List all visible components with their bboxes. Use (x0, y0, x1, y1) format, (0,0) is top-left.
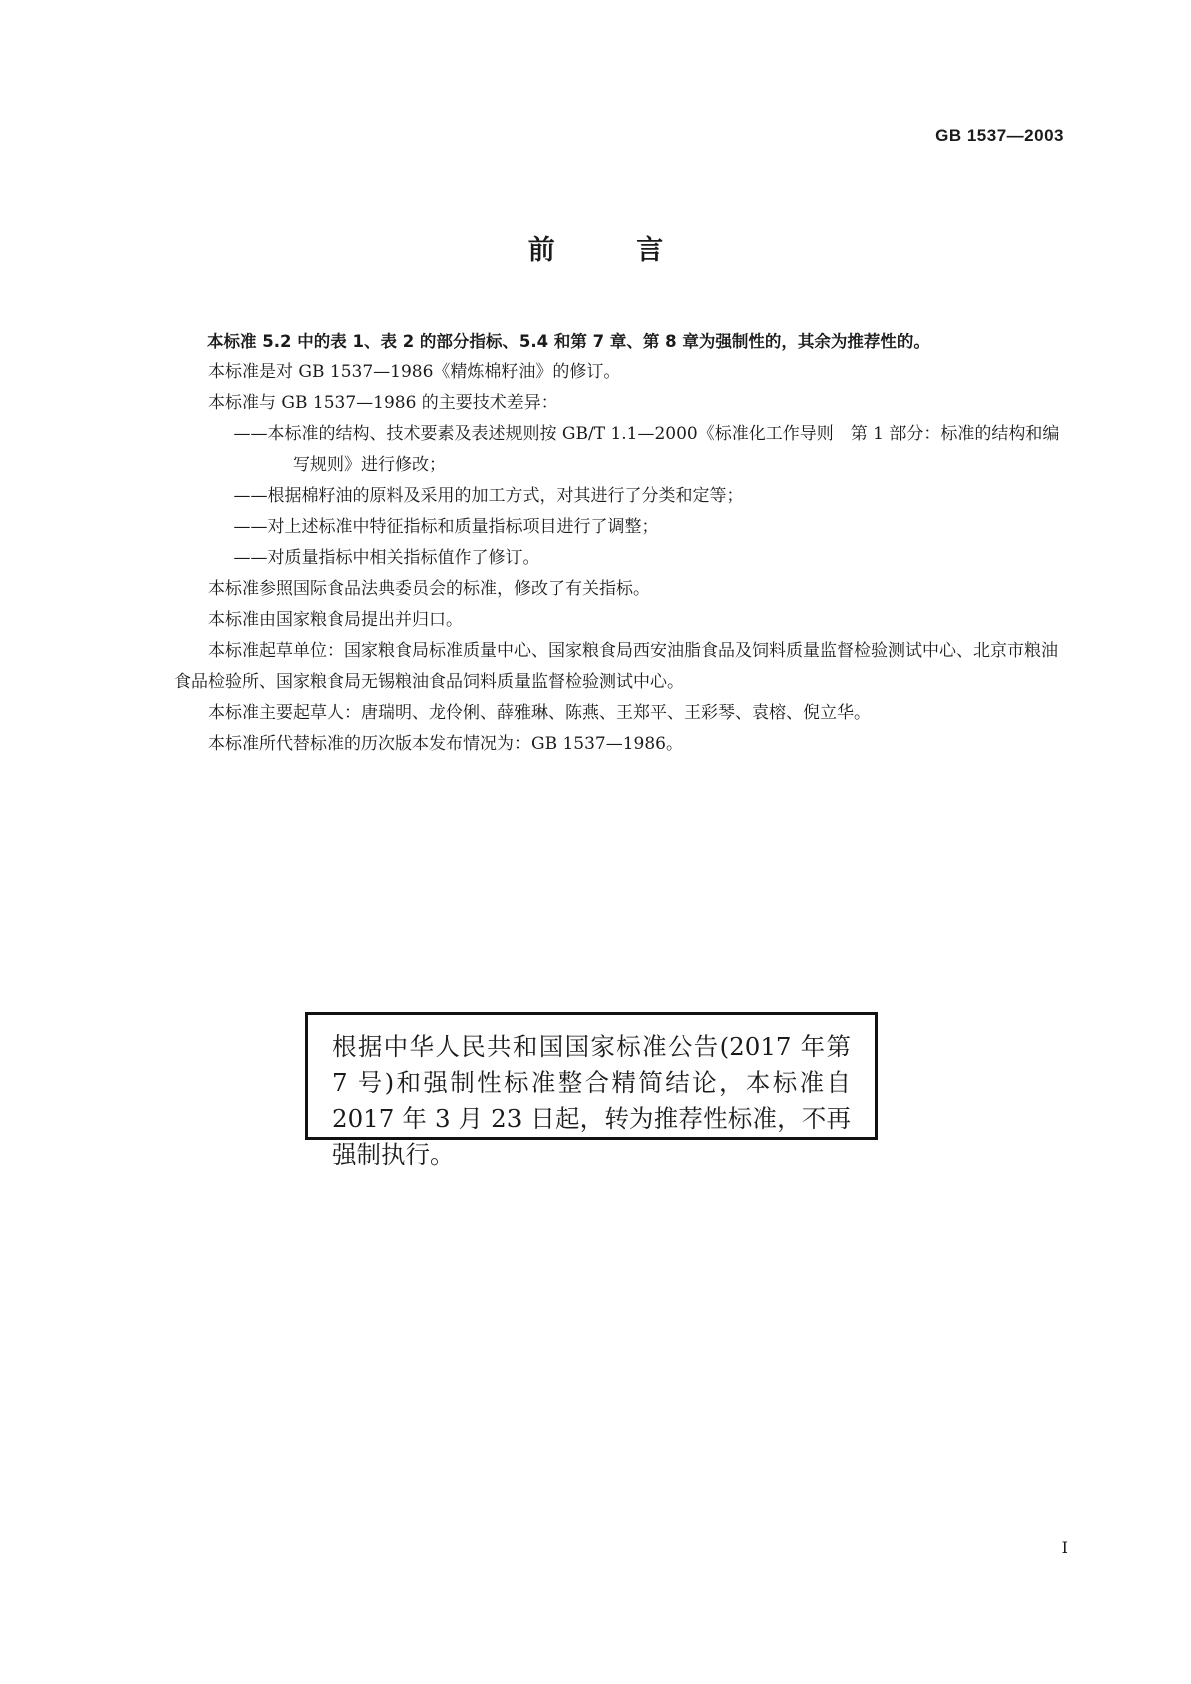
revision-paragraph: 本标准是对 GB 1537—1986《精炼棉籽油》的修订。 (208, 362, 621, 382)
standard-code: GB 1537—2003 (935, 126, 1064, 145)
drafters-paragraph: 本标准主要起草人：唐瑞明、龙伶俐、薛雅琳、陈燕、王郑平、王彩琴、袁榕、倪立华。 (208, 703, 871, 723)
proposer-paragraph: 本标准由国家粮食局提出并归口。 (208, 610, 463, 630)
difference-item-structure: ——本标准的结构、技术要素及表述规则按 GB/T 1.1—2000《标准化工作导则 第 1 部分：标准的结构和编写规则》进行修改； (233, 424, 1060, 475)
difference-item-indicators: ——对上述标准中特征指标和质量指标项目进行了调整； (233, 517, 659, 537)
notice-box: 根据中华人民共和国国家标准公告(2017 年第 7 号)和强制性标准整合精简结论，本标准自 2017 年 3 月 23 日起，转为推荐性标准，不再强制执行。 (305, 1012, 878, 1140)
previous-versions-paragraph: 本标准所代替标准的历次版本发布情况为：GB 1537—1986。 (208, 734, 684, 754)
codex-reference-paragraph: 本标准参照国际食品法典委员会的标准，修改了有关指标。 (208, 579, 650, 599)
difference-item-values: ——对质量指标中相关指标值作了修订。 (233, 548, 540, 568)
page-number: I (1061, 1538, 1068, 1557)
drafting-units-paragraph: 本标准起草单位：国家粮食局标准质量中心、国家粮食局西安油脂食品及饲料质量监督检验测试中心、北京市粮油食品检验所、国家粮食局无锡粮油食品饲料质量监督检验测试中心。 (174, 641, 1058, 692)
differences-intro-paragraph: 本标准与 GB 1537—1986 的主要技术差异： (208, 393, 558, 413)
mandatory-clause-paragraph: 本标准 5.2 中的表 1、表 2 的部分指标、5.4 和第 7 章、第 8 章为强制性的，其余为推荐性的。 (207, 332, 930, 351)
page-title: 前 言 (527, 235, 700, 266)
difference-item-classification: ——根据棉籽油的原料及采用的加工方式，对其进行了分类和定等； (233, 486, 744, 506)
foreword-body (174, 326, 1067, 760)
